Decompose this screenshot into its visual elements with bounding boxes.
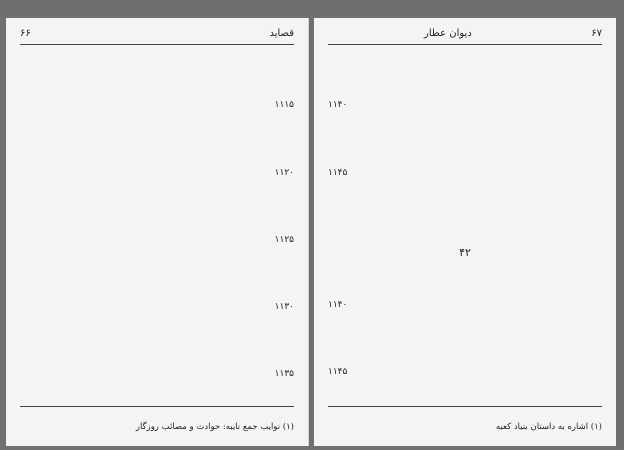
left-page-number: ۶۶ <box>20 28 31 39</box>
line-number: ۱۱۴۰ <box>328 299 348 310</box>
line-number: ۱۱۴۰ <box>328 100 348 111</box>
verse-row <box>328 82 602 99</box>
verse-row <box>20 367 294 384</box>
verse-row <box>328 115 602 132</box>
verse-row <box>328 281 602 298</box>
right-running-title: دیوان عطار <box>424 28 472 39</box>
verse-row <box>20 250 294 267</box>
line-number: ۱۱۳۰ <box>274 301 294 312</box>
verse-row <box>328 314 602 331</box>
right-footnote: (۱) اشاره به داستان بنیاد کعبه <box>495 422 602 432</box>
right-footnote-rule <box>328 406 602 407</box>
left-page-header <box>20 28 294 45</box>
verse-row <box>20 350 294 367</box>
verse-row <box>20 216 294 233</box>
poem-section-number: ۴۲ <box>459 246 471 259</box>
verse-row <box>20 149 294 166</box>
verse-row <box>20 283 294 300</box>
verse-row <box>20 48 294 65</box>
left-footnote: (۱) نوایب جمع نایبه: حوادث و مصائب روزگار <box>135 422 294 432</box>
verse-row <box>328 331 602 348</box>
verse-row <box>20 132 294 149</box>
verse-row <box>20 266 294 283</box>
verse-row <box>328 65 602 82</box>
verse-row <box>328 98 602 115</box>
verse-row <box>20 300 294 317</box>
verse-row <box>328 182 602 199</box>
left-verse-list <box>20 48 294 401</box>
verse-row <box>20 317 294 334</box>
left-running-title: قصاید <box>269 28 294 39</box>
right-verse-list-b <box>328 264 602 398</box>
verse-row <box>328 264 602 281</box>
verse-row <box>20 82 294 99</box>
verse-row <box>328 132 602 149</box>
right-verse-list-a <box>328 48 602 233</box>
verse-row <box>328 298 602 315</box>
verse-row <box>328 365 602 382</box>
line-number: ۱۱۴۵ <box>328 167 348 178</box>
verse-row <box>328 199 602 216</box>
line-number: ۱۱۱۵ <box>274 100 294 111</box>
book-spread <box>6 18 618 446</box>
right-page-number: ۶۷ <box>591 28 602 39</box>
line-number: ۱۱۲۵ <box>274 234 294 245</box>
verse-row <box>20 98 294 115</box>
verse-row <box>20 182 294 199</box>
verse-row <box>20 334 294 351</box>
verse-row <box>328 149 602 166</box>
verse-row <box>328 348 602 365</box>
verse-row <box>328 382 602 399</box>
line-number: ۱۱۳۵ <box>274 369 294 380</box>
left-footnote-rule <box>20 406 294 407</box>
right-page <box>314 18 616 446</box>
line-number: ۱۱۲۰ <box>274 167 294 178</box>
verse-row <box>20 166 294 183</box>
verse-row <box>328 166 602 183</box>
line-number: ۱۱۴۵ <box>328 366 348 377</box>
verse-row <box>20 199 294 216</box>
verse-row <box>20 115 294 132</box>
verse-row <box>20 384 294 401</box>
left-page <box>6 18 309 446</box>
verse-row <box>328 48 602 65</box>
verse-row <box>20 65 294 82</box>
verse-row <box>328 216 602 233</box>
verse-row <box>20 233 294 250</box>
right-page-header <box>328 28 602 45</box>
